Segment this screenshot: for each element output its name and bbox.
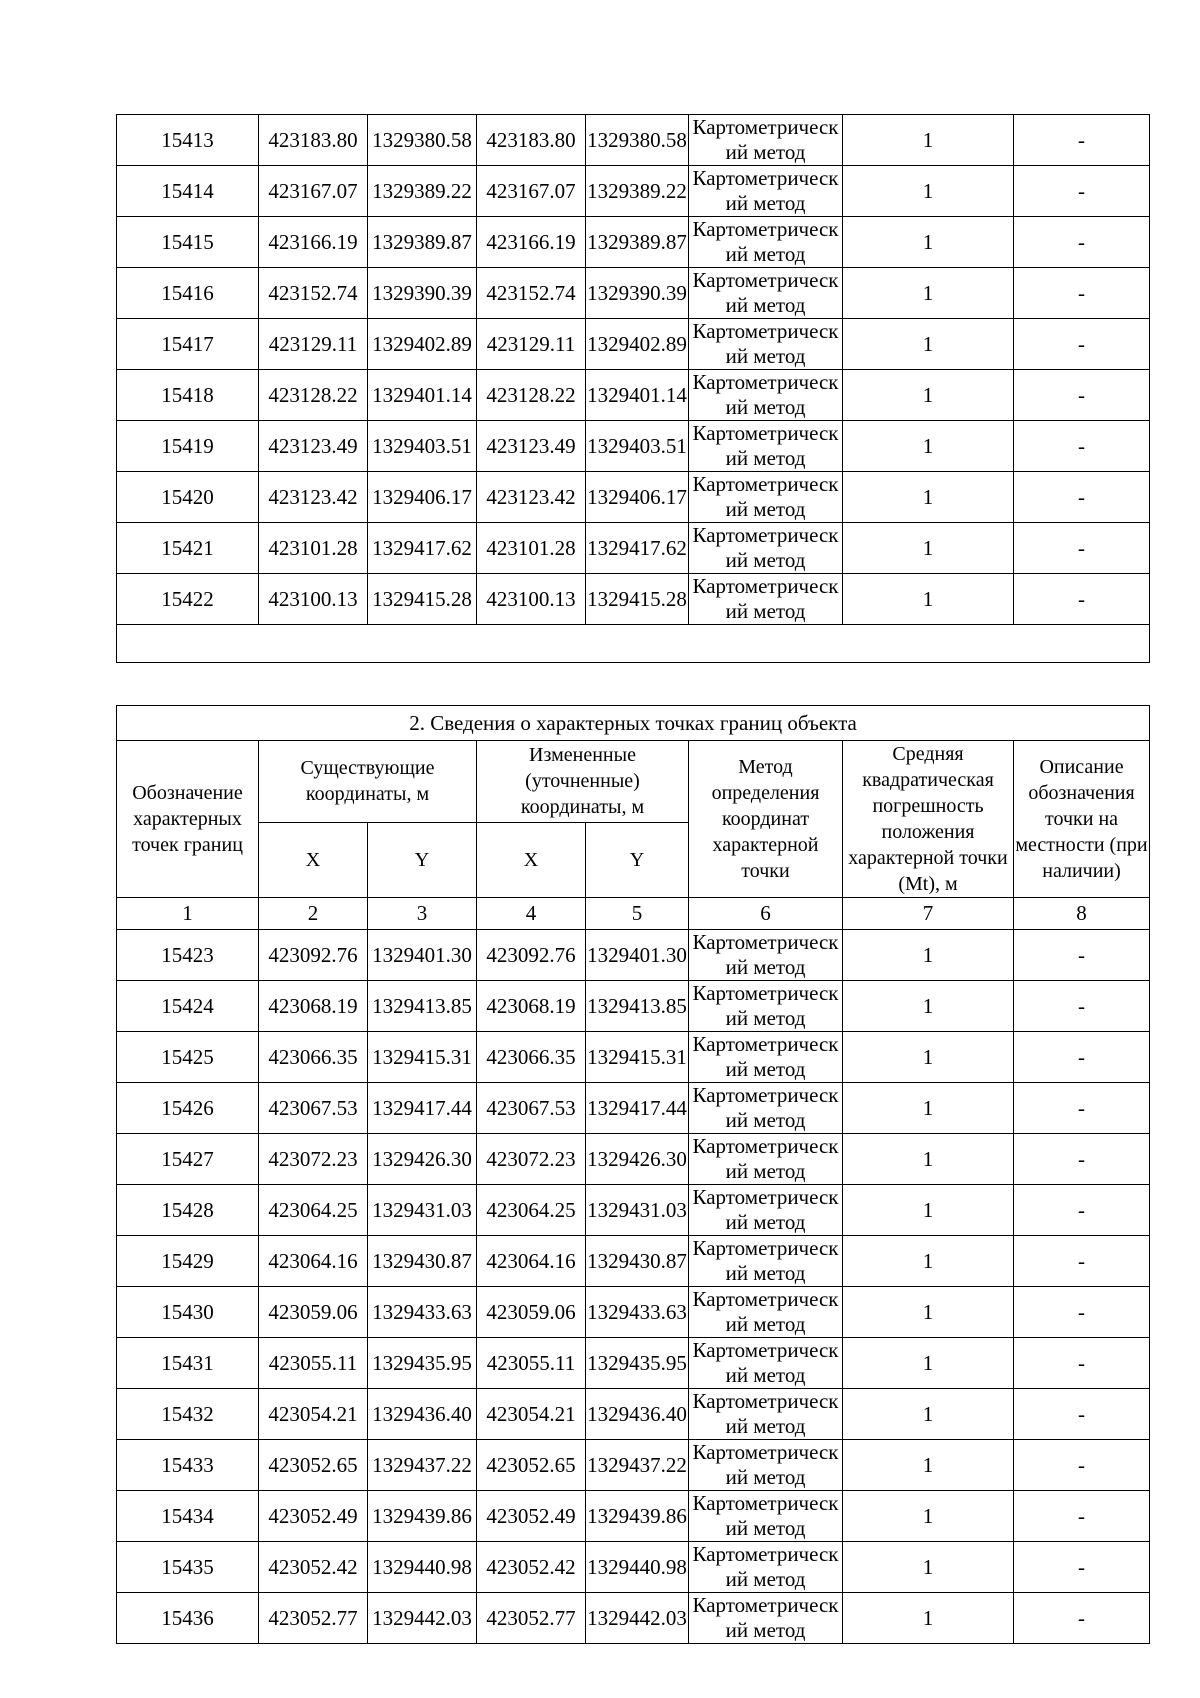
existing-y-cell: 1329417.62 xyxy=(368,523,477,574)
table-row xyxy=(117,1593,1150,1644)
changed-y-cell: 1329401.14 xyxy=(586,370,689,421)
table-row xyxy=(117,1338,1150,1389)
existing-y-cell: 1329390.39 xyxy=(368,268,477,319)
existing-y-cell: 1329389.87 xyxy=(368,217,477,268)
changed-y-cell: 1329442.03 xyxy=(586,1593,689,1644)
changed-x-cell: 423064.25 xyxy=(477,1185,586,1236)
description-cell: - xyxy=(1014,523,1150,574)
changed-x-cell: 423072.23 xyxy=(477,1134,586,1185)
existing-y-cell: 1329401.14 xyxy=(368,370,477,421)
changed-y-cell: 1329426.30 xyxy=(586,1134,689,1185)
error-cell: 1 xyxy=(843,421,1014,472)
description-cell: - xyxy=(1014,472,1150,523)
table-row xyxy=(117,1083,1150,1134)
method-cell: Картометрический метод xyxy=(689,523,843,574)
description-cell: - xyxy=(1014,1032,1150,1083)
header-x-existing: X xyxy=(259,822,368,897)
existing-x-cell: 423052.49 xyxy=(259,1491,368,1542)
error-cell: 1 xyxy=(843,319,1014,370)
existing-y-cell: 1329389.22 xyxy=(368,166,477,217)
method-cell: Картометрический метод xyxy=(689,1491,843,1542)
method-cell: Картометрический метод xyxy=(689,166,843,217)
existing-y-cell: 1329413.85 xyxy=(368,981,477,1032)
error-cell: 1 xyxy=(843,981,1014,1032)
point-id-cell: 15431 xyxy=(117,1338,259,1389)
method-cell: Картометрический метод xyxy=(689,1083,843,1134)
point-id-cell: 15417 xyxy=(117,319,259,370)
table-row xyxy=(117,1236,1150,1287)
header-y-changed: Y xyxy=(586,822,689,897)
method-cell: Картометрический метод xyxy=(689,1440,843,1491)
existing-y-cell: 1329406.17 xyxy=(368,472,477,523)
changed-x-cell: 423055.11 xyxy=(477,1338,586,1389)
changed-x-cell: 423067.53 xyxy=(477,1083,586,1134)
existing-x-cell: 423123.49 xyxy=(259,421,368,472)
description-cell: - xyxy=(1014,1083,1150,1134)
changed-x-cell: 423152.74 xyxy=(477,268,586,319)
column-number: 2 xyxy=(259,898,368,930)
changed-y-cell: 1329440.98 xyxy=(586,1542,689,1593)
error-cell: 1 xyxy=(843,268,1014,319)
table-row xyxy=(117,1491,1150,1542)
table-row xyxy=(117,930,1150,981)
existing-x-cell: 423055.11 xyxy=(259,1338,368,1389)
existing-x-cell: 423059.06 xyxy=(259,1287,368,1338)
changed-y-cell: 1329413.85 xyxy=(586,981,689,1032)
coordinates-table-continued xyxy=(116,114,1150,663)
description-cell: - xyxy=(1014,1134,1150,1185)
table2-caption-row xyxy=(117,706,1150,741)
point-id-cell: 15420 xyxy=(117,472,259,523)
description-cell: - xyxy=(1014,981,1150,1032)
error-cell: 1 xyxy=(843,574,1014,625)
existing-x-cell: 423092.76 xyxy=(259,930,368,981)
header-row-1 xyxy=(117,741,1150,823)
method-cell: Картометрический метод xyxy=(689,574,843,625)
point-id-cell: 15434 xyxy=(117,1491,259,1542)
changed-x-cell: 423129.11 xyxy=(477,319,586,370)
changed-x-cell: 423066.35 xyxy=(477,1032,586,1083)
error-cell: 1 xyxy=(843,217,1014,268)
error-cell: 1 xyxy=(843,1287,1014,1338)
description-cell: - xyxy=(1014,1389,1150,1440)
method-cell: Картометрический метод xyxy=(689,1185,843,1236)
point-id-cell: 15435 xyxy=(117,1542,259,1593)
column-numbers-row xyxy=(117,898,1150,930)
existing-y-cell: 1329436.40 xyxy=(368,1389,477,1440)
method-cell: Картометрический метод xyxy=(689,1287,843,1338)
existing-y-cell: 1329415.31 xyxy=(368,1032,477,1083)
description-cell: - xyxy=(1014,268,1150,319)
changed-x-cell: 423059.06 xyxy=(477,1287,586,1338)
column-number: 5 xyxy=(586,898,689,930)
changed-y-cell: 1329417.44 xyxy=(586,1083,689,1134)
description-cell: - xyxy=(1014,574,1150,625)
description-cell: - xyxy=(1014,1185,1150,1236)
table-row xyxy=(117,217,1150,268)
existing-y-cell: 1329431.03 xyxy=(368,1185,477,1236)
method-cell: Картометрический метод xyxy=(689,930,843,981)
description-cell: - xyxy=(1014,421,1150,472)
point-id-cell: 15427 xyxy=(117,1134,259,1185)
changed-x-cell: 423167.07 xyxy=(477,166,586,217)
point-id-cell: 15432 xyxy=(117,1389,259,1440)
existing-y-cell: 1329440.98 xyxy=(368,1542,477,1593)
existing-y-cell: 1329433.63 xyxy=(368,1287,477,1338)
changed-x-cell: 423052.77 xyxy=(477,1593,586,1644)
column-number: 4 xyxy=(477,898,586,930)
changed-x-cell: 423101.28 xyxy=(477,523,586,574)
point-id-cell: 15418 xyxy=(117,370,259,421)
existing-y-cell: 1329430.87 xyxy=(368,1236,477,1287)
column-number: 6 xyxy=(689,898,843,930)
changed-y-cell: 1329402.89 xyxy=(586,319,689,370)
existing-x-cell: 423167.07 xyxy=(259,166,368,217)
point-id-cell: 15419 xyxy=(117,421,259,472)
table-row xyxy=(117,1185,1150,1236)
method-cell: Картометрический метод xyxy=(689,1134,843,1185)
column-number: 7 xyxy=(843,898,1014,930)
description-cell: - xyxy=(1014,319,1150,370)
point-id-cell: 15428 xyxy=(117,1185,259,1236)
point-id-cell: 15430 xyxy=(117,1287,259,1338)
error-cell: 1 xyxy=(843,1236,1014,1287)
existing-x-cell: 423064.25 xyxy=(259,1185,368,1236)
changed-y-cell: 1329401.30 xyxy=(586,930,689,981)
existing-y-cell: 1329415.28 xyxy=(368,574,477,625)
error-cell: 1 xyxy=(843,1185,1014,1236)
method-cell: Картометрический метод xyxy=(689,1236,843,1287)
point-id-cell: 15423 xyxy=(117,930,259,981)
changed-x-cell: 423064.16 xyxy=(477,1236,586,1287)
changed-y-cell: 1329389.22 xyxy=(586,166,689,217)
table-row xyxy=(117,981,1150,1032)
method-cell: Картометрический метод xyxy=(689,1593,843,1644)
error-cell: 1 xyxy=(843,115,1014,166)
changed-y-cell: 1329433.63 xyxy=(586,1287,689,1338)
error-cell: 1 xyxy=(843,472,1014,523)
changed-x-cell: 423052.65 xyxy=(477,1440,586,1491)
changed-x-cell: 423166.19 xyxy=(477,217,586,268)
changed-y-cell: 1329415.28 xyxy=(586,574,689,625)
blank-cell xyxy=(117,625,1150,663)
existing-x-cell: 423183.80 xyxy=(259,115,368,166)
table-caption: 2. Сведения о характерных точках границ объекта xyxy=(117,706,1150,741)
method-cell: Картометрический метод xyxy=(689,472,843,523)
existing-x-cell: 423066.35 xyxy=(259,1032,368,1083)
description-cell: - xyxy=(1014,1440,1150,1491)
column-number: 3 xyxy=(368,898,477,930)
header-description: Описание обозначения точки на местности (при наличии) xyxy=(1014,741,1150,898)
existing-x-cell: 423123.42 xyxy=(259,472,368,523)
header-method: Метод определения координат характерной точки xyxy=(689,741,843,898)
table1-body xyxy=(117,115,1150,625)
description-cell: - xyxy=(1014,1491,1150,1542)
point-id-cell: 15421 xyxy=(117,523,259,574)
existing-y-cell: 1329426.30 xyxy=(368,1134,477,1185)
changed-x-cell: 423052.49 xyxy=(477,1491,586,1542)
method-cell: Картометрический метод xyxy=(689,1338,843,1389)
description-cell: - xyxy=(1014,1338,1150,1389)
description-cell: - xyxy=(1014,930,1150,981)
changed-x-cell: 423054.21 xyxy=(477,1389,586,1440)
existing-x-cell: 423072.23 xyxy=(259,1134,368,1185)
changed-x-cell: 423092.76 xyxy=(477,930,586,981)
changed-x-cell: 423052.42 xyxy=(477,1542,586,1593)
header-changed-coords: Измененные (уточненные) координаты, м xyxy=(477,741,689,823)
method-cell: Картометрический метод xyxy=(689,268,843,319)
existing-y-cell: 1329442.03 xyxy=(368,1593,477,1644)
header-designation: Обозначение характерных точек границ xyxy=(117,741,259,898)
error-cell: 1 xyxy=(843,1032,1014,1083)
changed-y-cell: 1329436.40 xyxy=(586,1389,689,1440)
existing-x-cell: 423152.74 xyxy=(259,268,368,319)
table-row xyxy=(117,1032,1150,1083)
existing-y-cell: 1329402.89 xyxy=(368,319,477,370)
error-cell: 1 xyxy=(843,523,1014,574)
table-row xyxy=(117,472,1150,523)
header-y-existing: Y xyxy=(368,822,477,897)
point-id-cell: 15433 xyxy=(117,1440,259,1491)
table-row xyxy=(117,523,1150,574)
method-cell: Картометрический метод xyxy=(689,1032,843,1083)
description-cell: - xyxy=(1014,370,1150,421)
header-x-changed: X xyxy=(477,822,586,897)
error-cell: 1 xyxy=(843,370,1014,421)
existing-x-cell: 423129.11 xyxy=(259,319,368,370)
changed-y-cell: 1329415.31 xyxy=(586,1032,689,1083)
point-id-cell: 15426 xyxy=(117,1083,259,1134)
changed-y-cell: 1329437.22 xyxy=(586,1440,689,1491)
table-row xyxy=(117,1287,1150,1338)
existing-y-cell: 1329437.22 xyxy=(368,1440,477,1491)
existing-y-cell: 1329417.44 xyxy=(368,1083,477,1134)
changed-y-cell: 1329431.03 xyxy=(586,1185,689,1236)
table-row xyxy=(117,115,1150,166)
description-cell: - xyxy=(1014,166,1150,217)
changed-x-cell: 423123.49 xyxy=(477,421,586,472)
point-id-cell: 15424 xyxy=(117,981,259,1032)
table-row xyxy=(117,319,1150,370)
method-cell: Картометрический метод xyxy=(689,1389,843,1440)
point-id-cell: 15429 xyxy=(117,1236,259,1287)
table-row xyxy=(117,1134,1150,1185)
table-row xyxy=(117,574,1150,625)
method-cell: Картометрический метод xyxy=(689,217,843,268)
changed-y-cell: 1329417.62 xyxy=(586,523,689,574)
description-cell: - xyxy=(1014,1236,1150,1287)
error-cell: 1 xyxy=(843,1542,1014,1593)
method-cell: Картометрический метод xyxy=(689,1542,843,1593)
existing-y-cell: 1329439.86 xyxy=(368,1491,477,1542)
point-id-cell: 15415 xyxy=(117,217,259,268)
point-id-cell: 15414 xyxy=(117,166,259,217)
existing-x-cell: 423068.19 xyxy=(259,981,368,1032)
column-number: 8 xyxy=(1014,898,1150,930)
existing-y-cell: 1329380.58 xyxy=(368,115,477,166)
table2-body xyxy=(117,930,1150,1644)
error-cell: 1 xyxy=(843,1389,1014,1440)
table-row xyxy=(117,421,1150,472)
changed-y-cell: 1329430.87 xyxy=(586,1236,689,1287)
existing-x-cell: 423101.28 xyxy=(259,523,368,574)
table-row xyxy=(117,268,1150,319)
method-cell: Картометрический метод xyxy=(689,981,843,1032)
description-cell: - xyxy=(1014,1593,1150,1644)
existing-x-cell: 423100.13 xyxy=(259,574,368,625)
point-id-cell: 15425 xyxy=(117,1032,259,1083)
table1-blank-row xyxy=(117,625,1150,663)
changed-x-cell: 423183.80 xyxy=(477,115,586,166)
changed-y-cell: 1329389.87 xyxy=(586,217,689,268)
error-cell: 1 xyxy=(843,1491,1014,1542)
table-row xyxy=(117,1440,1150,1491)
description-cell: - xyxy=(1014,1287,1150,1338)
method-cell: Картометрический метод xyxy=(689,115,843,166)
existing-y-cell: 1329401.30 xyxy=(368,930,477,981)
changed-y-cell: 1329380.58 xyxy=(586,115,689,166)
existing-y-cell: 1329435.95 xyxy=(368,1338,477,1389)
point-id-cell: 15422 xyxy=(117,574,259,625)
table-row xyxy=(117,166,1150,217)
boundary-points-table xyxy=(116,705,1150,1644)
changed-x-cell: 423100.13 xyxy=(477,574,586,625)
error-cell: 1 xyxy=(843,1134,1014,1185)
error-cell: 1 xyxy=(843,166,1014,217)
table-row xyxy=(117,1389,1150,1440)
method-cell: Картометрический метод xyxy=(689,421,843,472)
existing-x-cell: 423052.77 xyxy=(259,1593,368,1644)
point-id-cell: 15436 xyxy=(117,1593,259,1644)
changed-y-cell: 1329390.39 xyxy=(586,268,689,319)
existing-x-cell: 423128.22 xyxy=(259,370,368,421)
description-cell: - xyxy=(1014,217,1150,268)
description-cell: - xyxy=(1014,1542,1150,1593)
point-id-cell: 15416 xyxy=(117,268,259,319)
existing-x-cell: 423067.53 xyxy=(259,1083,368,1134)
changed-y-cell: 1329435.95 xyxy=(586,1338,689,1389)
table-row xyxy=(117,1542,1150,1593)
changed-y-cell: 1329403.51 xyxy=(586,421,689,472)
error-cell: 1 xyxy=(843,1440,1014,1491)
method-cell: Картометрический метод xyxy=(689,370,843,421)
description-cell: - xyxy=(1014,115,1150,166)
existing-x-cell: 423052.42 xyxy=(259,1542,368,1593)
error-cell: 1 xyxy=(843,930,1014,981)
error-cell: 1 xyxy=(843,1083,1014,1134)
existing-y-cell: 1329403.51 xyxy=(368,421,477,472)
existing-x-cell: 423064.16 xyxy=(259,1236,368,1287)
method-cell: Картометрический метод xyxy=(689,319,843,370)
existing-x-cell: 423054.21 xyxy=(259,1389,368,1440)
table-row xyxy=(117,370,1150,421)
changed-y-cell: 1329406.17 xyxy=(586,472,689,523)
header-existing-coords: Существующие координаты, м xyxy=(259,741,477,823)
error-cell: 1 xyxy=(843,1338,1014,1389)
changed-y-cell: 1329439.86 xyxy=(586,1491,689,1542)
changed-x-cell: 423068.19 xyxy=(477,981,586,1032)
column-number: 1 xyxy=(117,898,259,930)
changed-x-cell: 423128.22 xyxy=(477,370,586,421)
changed-x-cell: 423123.42 xyxy=(477,472,586,523)
existing-x-cell: 423166.19 xyxy=(259,217,368,268)
existing-x-cell: 423052.65 xyxy=(259,1440,368,1491)
header-error: Средняя квадратическая погрешность положения характерной точки (Mt), м xyxy=(843,741,1014,898)
point-id-cell: 15413 xyxy=(117,115,259,166)
error-cell: 1 xyxy=(843,1593,1014,1644)
